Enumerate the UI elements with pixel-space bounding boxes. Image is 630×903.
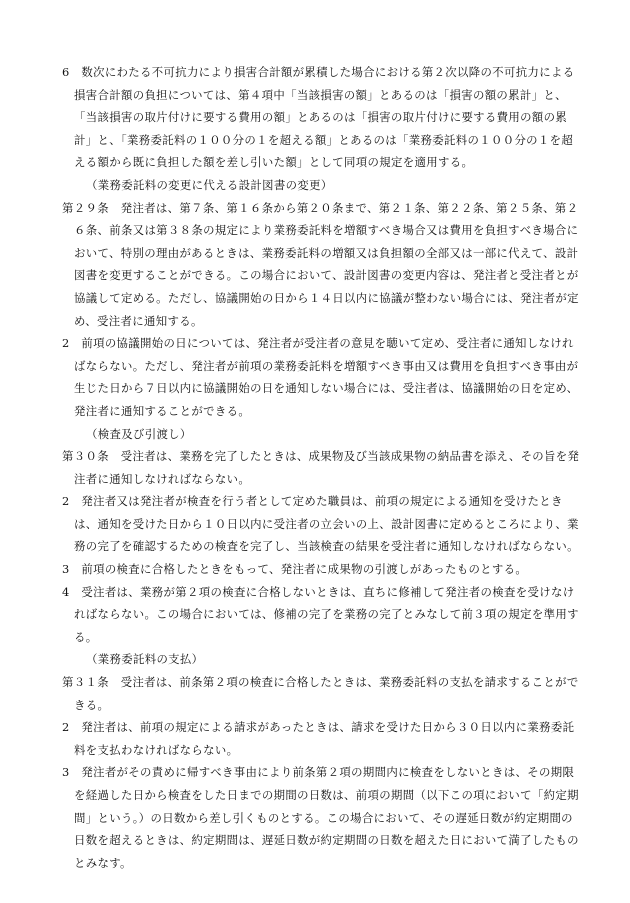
article-30-paragraph-2: 2 発注者又は発注者が検査を行う者として定めた職員は、前項の規定による通知を受けたときは、通知を受けた日から１０日以内に受注者の立会いの上、設計図書に定めるところにより、業務の完了を確認するための検査を完了し、当該検査の結果を受注者に通知しなければならない。 xyxy=(62,494,579,554)
article-29-paragraph-2: 2 前項の協議開始の日については、発注者が受注者の意見を聴いて定め、受注者に通知しなければならない。ただし、発注者が前項の業務委託料を増額すべき事由又は費用を負担すべき事由が生じた日から７日以内に協議開始の日を通知しない場合には、受注者は、協議開始の日を定め、発注者に通知することができる。 xyxy=(62,336,579,418)
article-30: 第３０条 受注者は、業務を完了したときは、成果物及び当該成果物の納品書を添え、その旨を発注者に通知しなければならない。 xyxy=(62,449,580,486)
heading-article-29: （業務委託料の変更に代える設計図書の変更） xyxy=(86,177,333,192)
article-31-paragraph-3: 3 発注者がその責めに帰すべき事由により前条第２項の期間内に検査をしないときは、その期限を経過した日から検査をした日までの期間の日数は、前項の期間（以下この項において「約定期間」という。）の日数から差し引くものとする。この場合において、その遅延日数が約定期間の日数を超えるときは、約定期間は、遅延日数が約定期間の日数を超えた日において満了したものとみなす。 xyxy=(62,765,579,870)
heading-article-30: （検査及び引渡し） xyxy=(86,426,192,441)
article-31: 第３１条 受注者は、前条第２項の検査に合格したときは、業務委託料の支払を請求することができる。 xyxy=(62,675,579,712)
article-30-paragraph-3: 3 前項の検査に合格したときをもって、発注者に成果物の引渡しがあったものとする。 xyxy=(62,562,528,577)
article-30-paragraph-4: 4 受注者は、業務が第２項の検査に合格しないときは、直ちに修補して発注者の検査を受けなければならない。この場合においては、修補の完了を業務の完了とみなして前３項の規定を準用する。 xyxy=(62,584,579,644)
article-29: 第２９条 発注者は、第７条、第１６条から第２０条まで、第２１条、第２２条、第２５条、第２６条、前条又は第３８条の規定により業務委託料を増額すべき場合又は費用を負担すべき場合において、特別の理由があるときは、業務委託料の増額又は負担額の全部又は一部に代えて、設計図書を変更することができる。この場合において、設計図書の変更内容は、発注者と受注者とが協議して定める。ただし、協議開始の日から１４日以内に協議が整わない場合には、発注者が定め、受注者に通知する。 xyxy=(62,200,579,328)
document-body xyxy=(62,61,584,874)
heading-article-31: （業務委託料の支払） xyxy=(86,652,204,667)
article-31-paragraph-2: 2 発注者は、前項の規定による請求があったときは、請求を受けた日から３０日以内に業務委託料を支払わなければならない。 xyxy=(62,720,575,757)
paragraph-6: 6 数次にわたる不可抗力により損害合計額が累積した場合における第２次以降の不可抗力による損害合計額の負担については、第４項中「当該損害の額」とあるのは「損害の額の累計」と、「当該損害の取片付けに要する費用の額」とあるのは「損害の取片付けに要する費用の額の累計」と、「業務委託料の１００分の１を超える額」とあるのは「業務委託料の１００分の１を超える額から既に負担した額を差し引いた額」として同項の規定を適用する。 xyxy=(62,65,575,170)
